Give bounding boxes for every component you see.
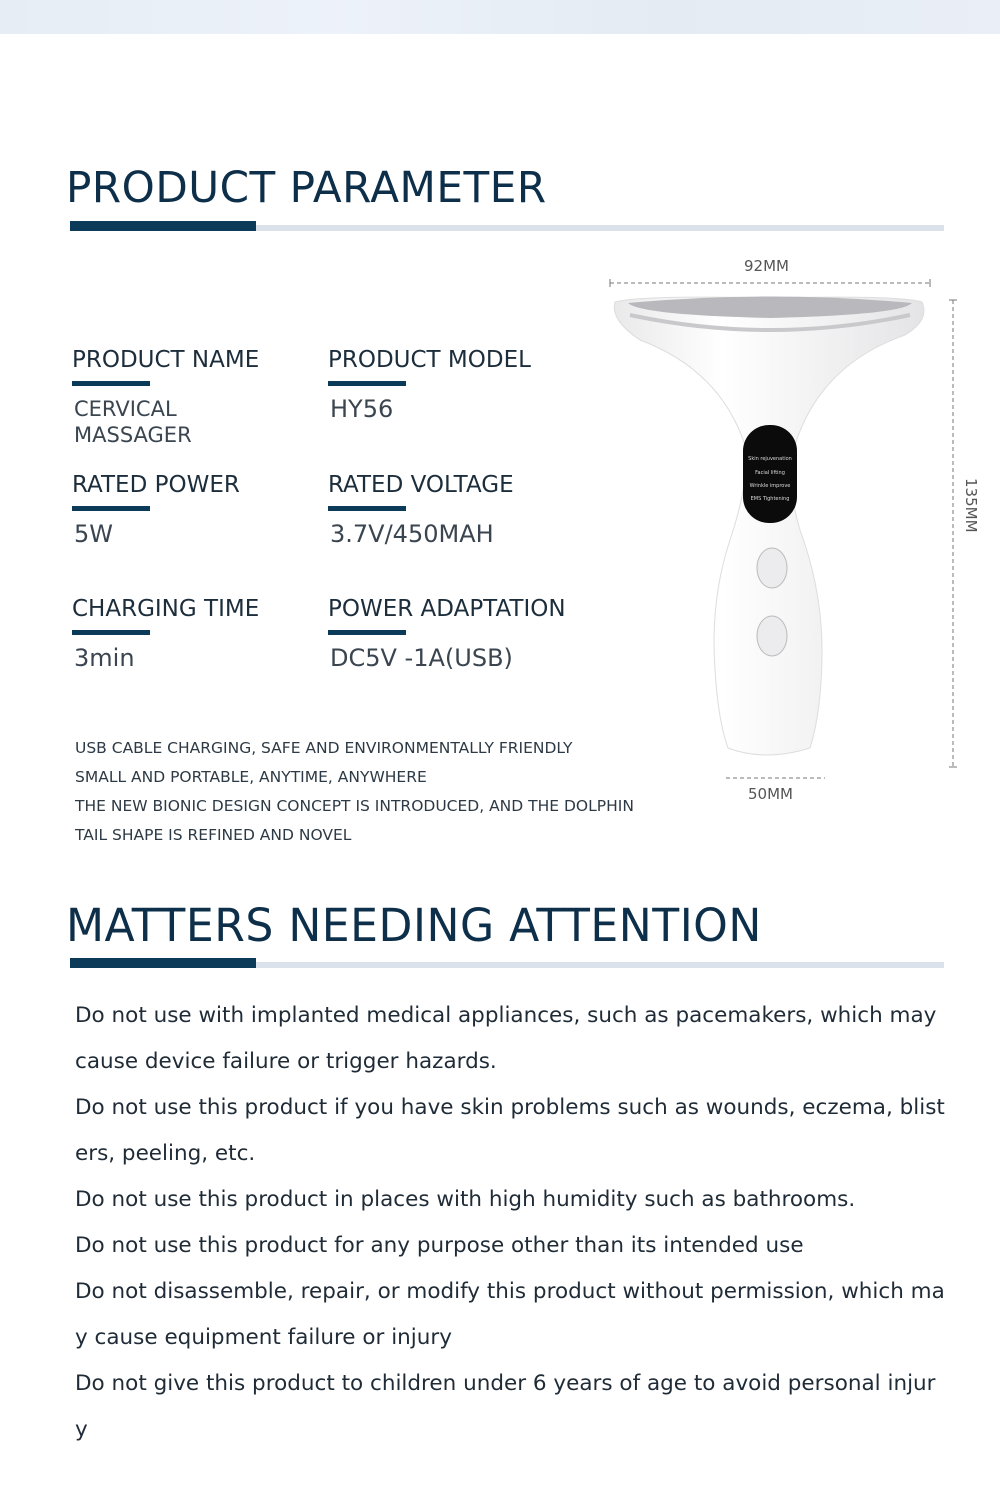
dimension-height: 135MM <box>962 478 980 533</box>
product-image <box>600 270 980 790</box>
section-title-attention: MATTERS NEEDING ATTENTION <box>66 899 762 952</box>
param-label: POWER ADAPTATION <box>328 596 566 622</box>
param-label: CHARGING TIME <box>72 596 260 622</box>
attention-item: Do not disassemble, repair, or modify this product without permission, which may cause equipment failure or injury <box>75 1279 945 1350</box>
attention-item: Do not use with implanted medical appliances, such as pacemakers, which may cause device failure or trigger hazards. <box>75 1003 937 1074</box>
power-button-icon <box>757 548 787 588</box>
top-banner <box>0 0 1000 34</box>
mode-button-icon <box>757 616 787 656</box>
svg-text:Facial lifting: Facial lifting <box>755 470 785 476</box>
param-value: DC5V -1A(USB) <box>330 644 513 672</box>
param-label: PRODUCT NAME <box>72 347 260 373</box>
param-value: 3min <box>74 644 135 672</box>
param-power-adaptation <box>328 596 566 671</box>
title-underline <box>70 221 944 231</box>
feature-item: SMALL AND PORTABLE, ANYTIME, ANYWHERE <box>75 768 427 786</box>
param-product-name <box>72 347 259 448</box>
dimension-base: 50MM <box>748 785 793 803</box>
param-value: HY56 <box>330 395 394 423</box>
param-value: 3.7V/450MAH <box>330 520 494 548</box>
param-value: 5W <box>74 520 113 548</box>
attention-item: Do not use this product if you have skin problems such as wounds, eczema, blisters, peeling, etc. <box>75 1095 945 1166</box>
param-value: CERVICAL MASSAGER <box>74 397 192 447</box>
param-product-model <box>328 347 531 422</box>
feature-item: USB CABLE CHARGING, SAFE AND ENVIRONMENTALLY FRIENDLY <box>75 739 573 757</box>
attention-item: Do not give this product to children under 6 years of age to avoid personal injury <box>75 1371 936 1442</box>
dimension-width: 92MM <box>744 257 789 275</box>
section-title-product-parameter: PRODUCT PARAMETER <box>66 163 547 213</box>
attention-list <box>75 993 947 1453</box>
title-underline <box>70 958 944 968</box>
param-label: PRODUCT MODEL <box>328 347 531 373</box>
param-label: RATED POWER <box>72 472 240 498</box>
param-label: RATED VOLTAGE <box>328 472 514 498</box>
svg-text:EMS Tightening: EMS Tightening <box>750 496 790 502</box>
attention-item: Do not use this product in places with high humidity such as bathrooms. <box>75 1187 856 1212</box>
param-charging-time <box>72 596 259 671</box>
svg-text:Skin rejuvenation: Skin rejuvenation <box>748 456 792 462</box>
feature-list <box>75 734 645 850</box>
attention-item: Do not use this product for any purpose other than its intended use <box>75 1233 804 1258</box>
svg-text:Wrinkle improve: Wrinkle improve <box>749 483 791 489</box>
param-rated-power <box>72 472 240 547</box>
param-rated-voltage <box>328 472 514 547</box>
feature-item: THE NEW BIONIC DESIGN CONCEPT IS INTRODUCED, AND THE DOLPHIN TAIL SHAPE IS REFINED AND NOVEL <box>75 797 634 844</box>
